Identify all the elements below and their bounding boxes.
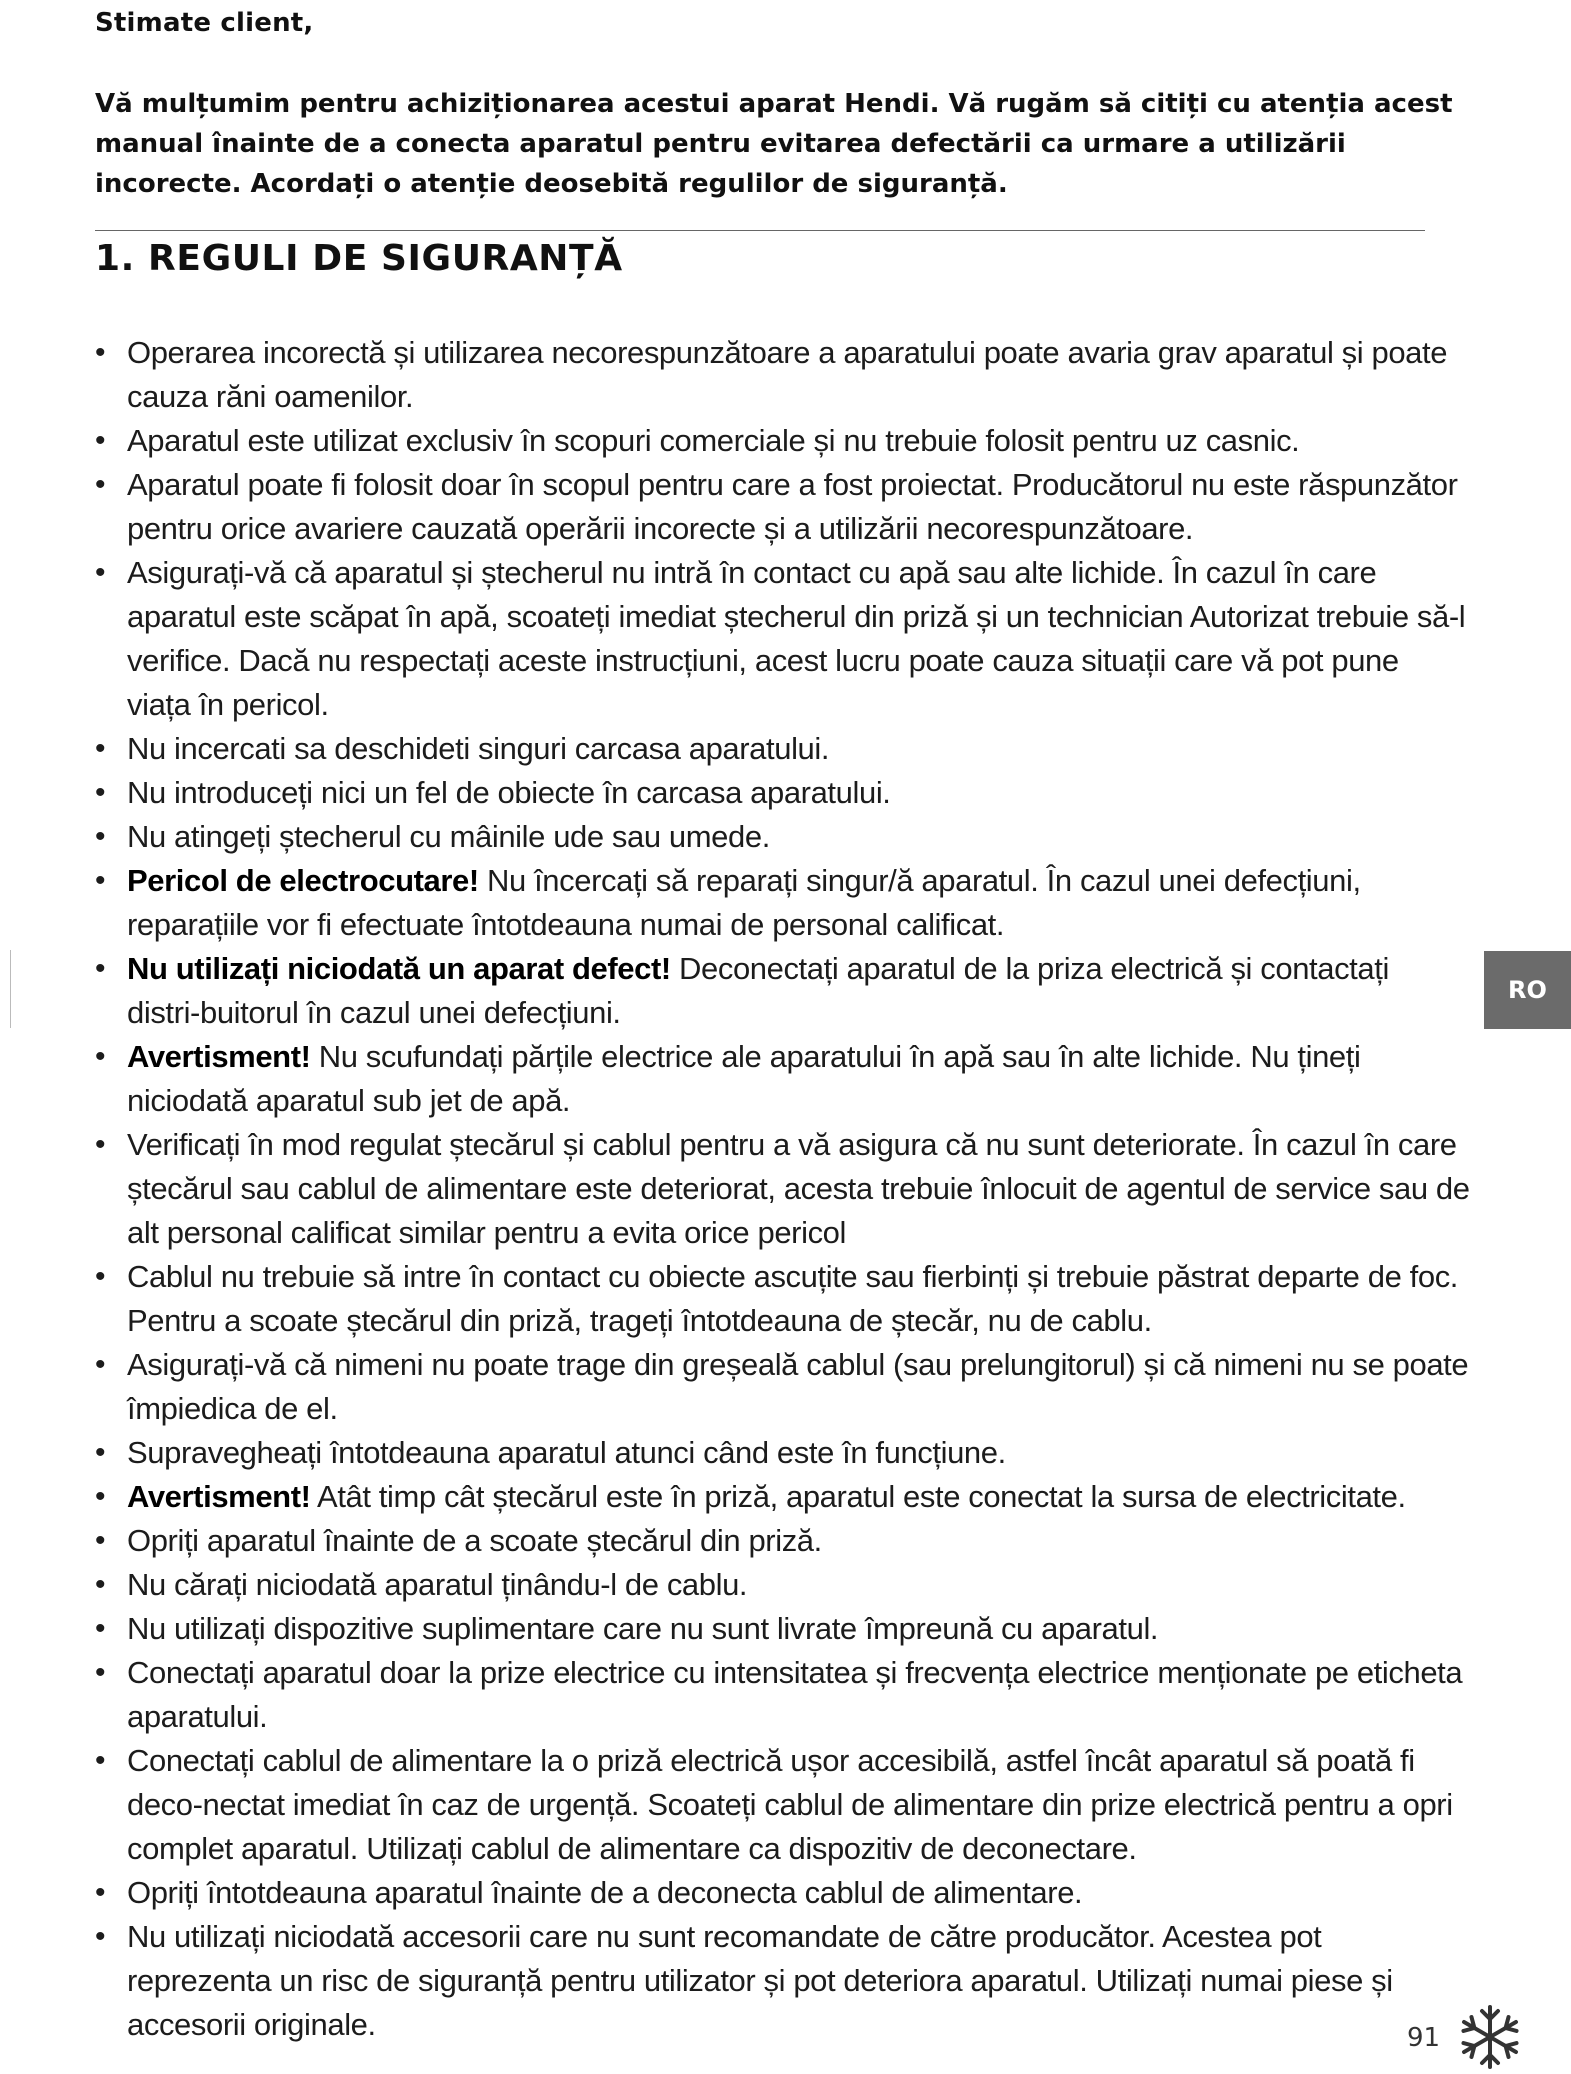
rule-text: Atât timp cât ștecărul este în priză, aparatul este conectat la sursa de electricitate.: [310, 1479, 1406, 1514]
rule-text: Cablul nu trebuie să intre în contact cu obiecte ascuțite sau fierbinți și trebuie păstrat departe de foc. Pentru a scoate ștecărul din priză, trageți întotdeauna de ștecăr, nu de cablu.: [127, 1259, 1459, 1338]
rule-text: Aparatul este utilizat exclusiv în scopuri comerciale și nu trebuie folosit pentru uz casnic.: [127, 423, 1300, 458]
rule-item: [95, 1475, 1470, 1519]
intro-paragraph: Vă mulțumim pentru achiziționarea acestui aparat Hendi. Vă rugăm să citiți cu atenția acest manual înainte de a conecta aparatul pentru evitarea defectării ca urmare a utilizării incorecte. Acordați o atenție deosebită regulilor de siguranță.: [95, 89, 1453, 199]
rule-text: Conectați aparatul doar la prize electrice cu intensitatea și frecvența electrice menționate pe eticheta aparatului.: [127, 1655, 1463, 1734]
rule-text: Opriți întotdeauna aparatul înainte de a deconecta cablul de alimentare.: [127, 1875, 1083, 1910]
bullet-marker: •: [95, 468, 106, 501]
rule-item: [95, 1651, 1470, 1739]
bullet-marker: •: [95, 1744, 106, 1777]
rule-item: [95, 1431, 1470, 1475]
rule-text: Supravegheați întotdeauna aparatul atunci când este în funcțiune.: [127, 1435, 1006, 1470]
rule-item: [95, 727, 1470, 771]
bullet-marker: •: [95, 1040, 106, 1073]
rule-item: [95, 331, 1470, 419]
rule-text: Nu încercați să reparați singur/ă aparatul. În cazul unei defecțiuni, reparațiile vor fi efectuate întotdeauna numai de personal calificat.: [127, 863, 1361, 942]
language-tab: RO: [1484, 951, 1571, 1029]
rule-item: [95, 771, 1470, 815]
bullet-marker: •: [95, 1612, 106, 1645]
page-number: 91: [1407, 2023, 1441, 2053]
bullet-marker: •: [95, 556, 106, 589]
greeting: Stimate client,: [95, 8, 314, 38]
bullet-marker: •: [95, 424, 106, 457]
bullet-marker: •: [95, 776, 106, 809]
rule-emphasis: Nu utilizați niciodată un aparat defect!: [127, 951, 671, 986]
rule-item: [95, 1871, 1470, 1915]
rule-text: Verificați în mod regulat ștecărul și cablul pentru a vă asigura că nu sunt deteriorate. În cazul în care ștecărul sau cablul de alimentare este deteriorat, acesta trebuie înlocuit de agentul de service sau de alt personal calificat similar pentru a evita orice pericol: [127, 1127, 1470, 1250]
rule-item: [95, 1915, 1470, 2047]
rule-item: [95, 551, 1470, 727]
rule-text: Opriți aparatul înainte de a scoate ștecărul din priză.: [127, 1523, 822, 1558]
rule-text: Asigurați-vă că aparatul și ștecherul nu intră în contact cu apă sau alte lichide. În cazul în care aparatul este scăpat în apă, scoateți imediat ștecherul din priză și un technician Autorizat trebuie să-l verifice. Dacă nu respectați aceste instrucțiuni, acest lucru poate cauza situații care vă pot pune viața în pericol.: [127, 555, 1466, 722]
rule-item: [95, 815, 1470, 859]
margin-marker: [10, 950, 11, 1028]
rule-text: Aparatul poate fi folosit doar în scopul pentru care a fost proiectat. Producătorul nu este răspunzător pentru orice avariere cauzată operării incorecte și a utilizării necorespunzătoare.: [127, 467, 1458, 546]
bullet-marker: •: [95, 336, 106, 369]
safety-rules-list: [95, 331, 1470, 2047]
rule-text: Nu atingeți ștecherul cu mâinile ude sau umede.: [127, 819, 770, 854]
rule-emphasis: Pericol de electrocutare!: [127, 863, 479, 898]
rule-text: Nu introduceți nici un fel de obiecte în carcasa aparatului.: [127, 775, 891, 810]
rule-text: Nu utilizați niciodată accesorii care nu sunt recomandate de către producător. Acestea pot reprezenta un risc de siguranță pentru utilizator și pot deteriora aparatul. Utilizați numai piese și accesorii originale.: [127, 1919, 1393, 2042]
rule-item: [95, 1519, 1470, 1563]
rule-text: Conectați cablul de alimentare la o priză electrică ușor accesibilă, astfel încât aparatul să poată fi deco-nectat imediat în caz de urgență. Scoateți cablul de alimentare din prize electrică pentru a opri complet aparatul. Utilizați cablul de alimentare ca dispozitiv de deconectare.: [127, 1743, 1453, 1866]
rule-item: [95, 859, 1470, 947]
bullet-marker: •: [95, 1656, 106, 1689]
bullet-marker: •: [95, 1260, 106, 1293]
bullet-marker: •: [95, 820, 106, 853]
rule-item: [95, 947, 1470, 1035]
rule-item: [95, 1035, 1470, 1123]
rule-item: [95, 463, 1470, 551]
bullet-marker: •: [95, 732, 106, 765]
rule-item: [95, 1123, 1470, 1255]
bullet-marker: •: [95, 864, 106, 897]
rule-item: [95, 1255, 1470, 1343]
rule-item: [95, 419, 1470, 463]
rule-text: Nu scufundați părțile electrice ale aparatului în apă sau în alte lichide. Nu țineți niciodată aparatul sub jet de apă.: [127, 1039, 1361, 1118]
rule-text: Deconectați aparatul de la priza electrică și contactați distri-buitorul în cazul unei defecțiuni.: [127, 951, 1389, 1030]
bullet-marker: •: [95, 1876, 106, 1909]
bullet-marker: •: [95, 1436, 106, 1469]
rule-text: Nu utilizați dispozitive suplimentare care nu sunt livrate împreună cu aparatul.: [127, 1611, 1159, 1646]
bullet-marker: •: [95, 1524, 106, 1557]
rule-text: Asigurați-vă că nimeni nu poate trage din greșeală cablul (sau prelungitorul) și că nimeni nu se poate împiedica de el.: [127, 1347, 1469, 1426]
rule-item: [95, 1607, 1470, 1651]
rule-item: [95, 1343, 1470, 1431]
section-title: 1. REGULI DE SIGURANȚĂ: [95, 238, 623, 279]
rule-item: [95, 1739, 1470, 1871]
rule-text: Nu cărați niciodată aparatul ținându-l de cablu.: [127, 1567, 748, 1602]
rule-emphasis: Avertisment!: [127, 1479, 311, 1514]
bullet-marker: •: [95, 1920, 106, 1953]
bullet-marker: •: [95, 952, 106, 985]
rule-item: [95, 1563, 1470, 1607]
bullet-marker: •: [95, 1128, 106, 1161]
rule-text: Nu incercati sa deschideti singuri carcasa aparatului.: [127, 731, 830, 766]
bullet-marker: •: [95, 1348, 106, 1381]
snowflake-icon: [1455, 2002, 1525, 2072]
rule-emphasis: Avertisment!: [127, 1039, 311, 1074]
section-divider: [95, 230, 1425, 231]
rule-text: Operarea incorectă și utilizarea necorespunzătoare a aparatului poate avaria grav aparatul și poate cauza răni oamenilor.: [127, 335, 1448, 414]
bullet-marker: •: [95, 1480, 106, 1513]
bullet-marker: •: [95, 1568, 106, 1601]
